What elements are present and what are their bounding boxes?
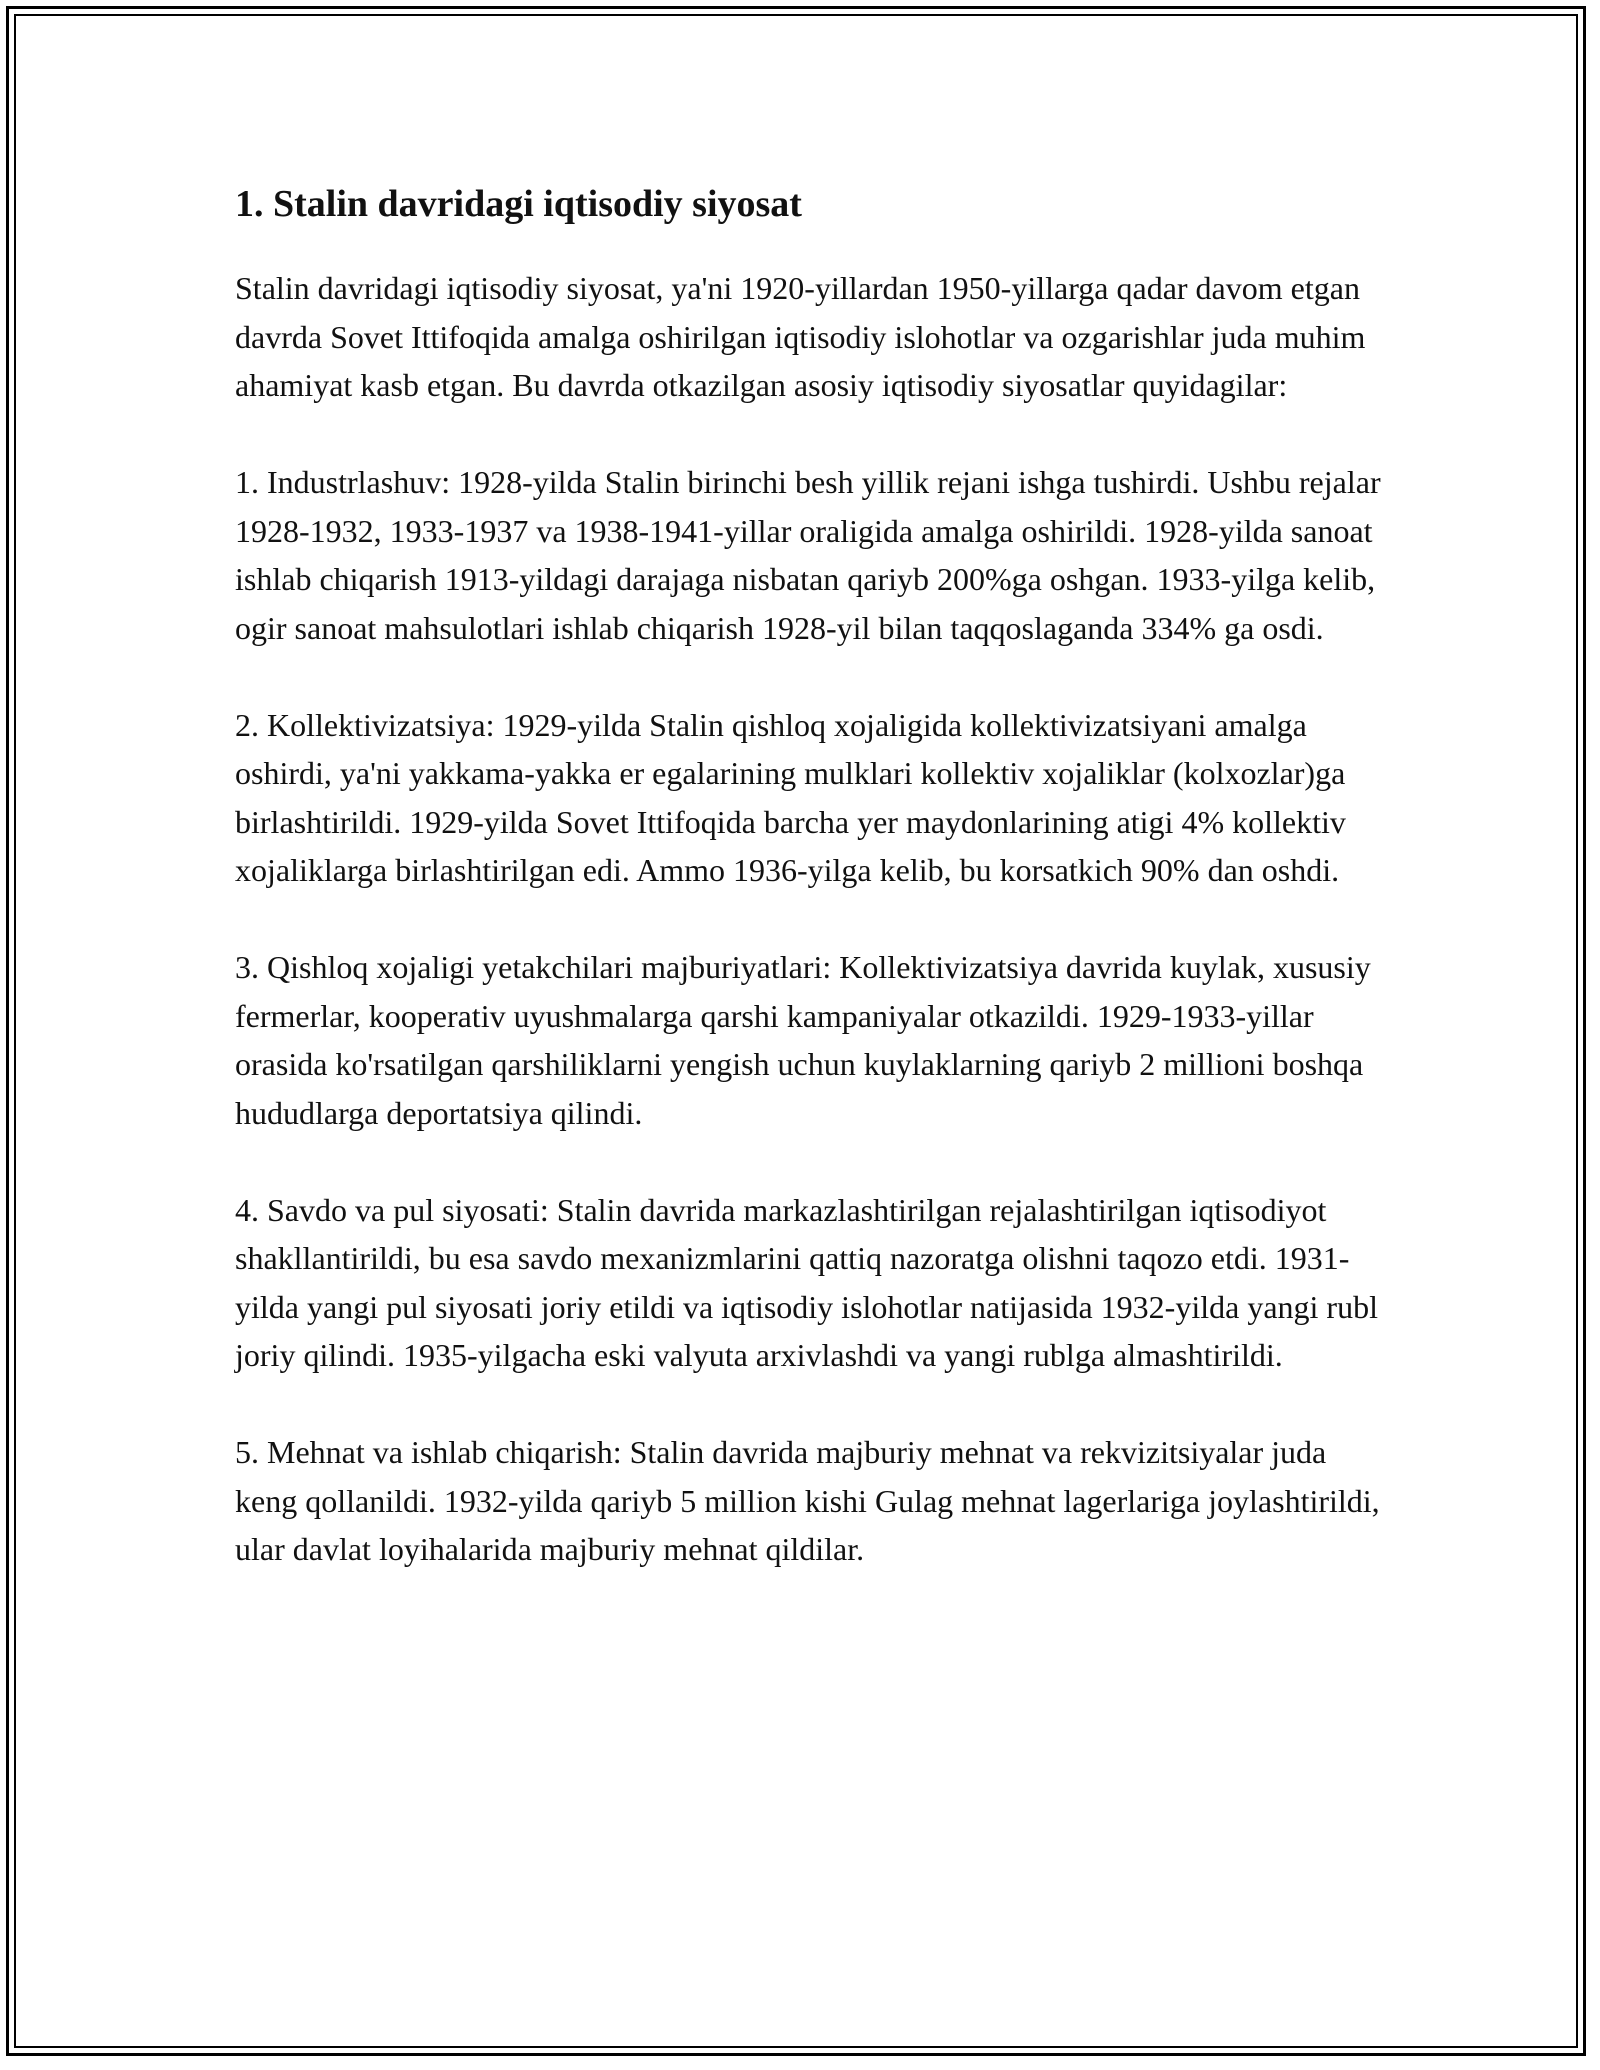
paragraph-trade-money: 4. Savdo va pul siyosati: Stalin davrida markazlashtirilgan rejalashtirilgan iqtisodiyot shakllantirildi, bu esa savdo mexanizmlarini qattiq nazoratga olishni taqozo etdi. 1931-yilda yangi pul siyosati joriy etildi va iqtisodiy islohotlar natijasida 1932-yilda yangi rubl joriy qilindi. 1935-yilgacha eski valyuta arxivlashdi va yangi rublga almashtirildi.	[235, 1191, 1378, 1373]
paragraph-collectivization: 2. Kollektivizatsiya: 1929-yilda Stalin qishloq xojaligida kollektivizatsiyani amalga oshirdi, ya'ni yakkama-yakka er egalarining mulklari kollektiv xojaliklar (kolxozlar)ga birlashtirildi. 1929-yilda Sovet Ittifoqida barcha yer maydonlarining atigi 4% kollektiv xojaliklarga birlashtirilgan edi. Ammo 1936-yilga kelib, bu korsatkich 90% dan oshdi.	[235, 706, 1346, 888]
paragraph-industrialization: 1. Industrlashuv: 1928-yilda Stalin birinchi besh yillik rejani ishga tushirdi. Ushbu rejalar 1928-1932, 1933-1937 va 1938-1941-yillar oraligida amalga oshirildi. 1928-yilda sanoat ishlab chiqarish 1913-yildagi darajaga nisbatan qariyb 200%ga oshgan. 1933-yilga kelib, ogir sanoat mahsulotlari ishlab chiqarish 1928-yil bilan taqqoslaganda 334% ga osdi.	[235, 464, 1381, 646]
intro-paragraph: Stalin davridagi iqtisodiy siyosat, ya'ni 1920-yillardan 1950-yillarga qadar davom etgan davrda Sovet Ittifoqida amalga oshirilgan iqtisodiy islohotlar va ozgarishlar juda muhim ahamiyat kasb etgan. Bu davrda otkazilgan asosiy iqtisodiy siyosatlar quyidagilar:	[235, 270, 1366, 403]
paragraph-agriculture-leaders: 3. Qishloq xojaligi yetakchilari majburiyatlari: Kollektivizatsiya davrida kuylak, xususiy fermerlar, kooperativ uyushmalarga qarshi kampaniyalar otkazildi. 1929-1933-yillar orasida ko'rsatilgan qarshiliklarni yengish uchun kuylaklarning qariyb 2 millioni boshqa hududlarga deportatsiya qilindi.	[235, 949, 1371, 1131]
document-title: 1. Stalin davridagi iqtisodiy siyosat	[235, 183, 802, 225]
document-body	[235, 180, 1385, 1622]
paragraph-labor-production: 5. Mehnat va ishlab chiqarish: Stalin davrida majburiy mehnat va rekvizitsiyalar juda keng qollanildi. 1932-yilda qariyb 5 million kishi Gulag mehnat lagerlariga joylashtirildi, ular davlat loyihalarida majburiy mehnat qildilar.	[235, 1434, 1380, 1567]
